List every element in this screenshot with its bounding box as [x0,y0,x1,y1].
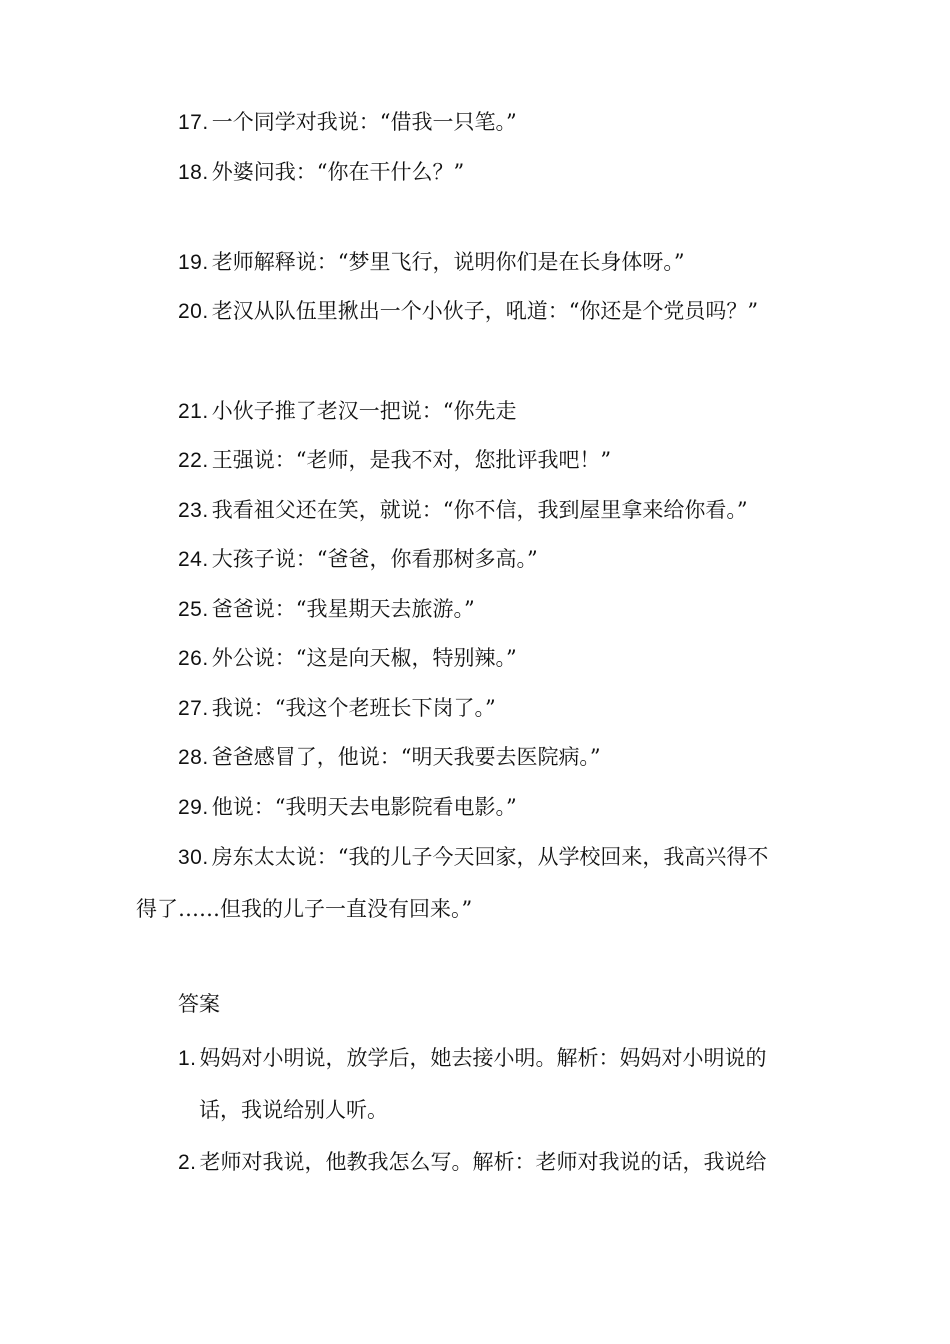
question-text: 爸爸说：“我星期天去旅游。” [211,597,475,621]
question-28 [178,743,601,772]
question-number: 20. [178,300,209,323]
question-number: 18. [178,161,209,184]
question-29 [178,793,517,822]
question-number: 28. [178,746,209,769]
answer-1-continuation: 话，我说给别人听。 [199,1098,388,1122]
question-30-continuation: 得了……但我的儿子一直没有回来。” [136,897,473,921]
question-text: 老汉从队伍里揪出一个小伙子，吼道：“你还是个党员吗？” [211,299,759,323]
answer-number: 2. [178,1151,197,1174]
question-24 [178,545,538,574]
question-number: 19. [178,251,209,274]
question-23 [178,496,748,525]
answer-number: 1. [178,1047,197,1070]
question-20 [178,297,758,326]
question-text: 老师解释说：“梦里飞行，说明你们是在长身体呀。” [211,250,685,274]
question-text: 我看祖父还在笑，就说：“你不信，我到屋里拿来给你看。” [211,498,748,522]
question-number: 24. [178,548,209,571]
question-26 [178,644,517,673]
question-number: 26. [178,647,209,670]
question-number: 29. [178,796,209,819]
question-27 [178,694,496,723]
answer-text: 老师对我说，他教我怎么写。解析：老师对我说的话，我说给 [199,1150,767,1174]
question-17 [178,108,517,137]
question-22 [178,446,611,475]
question-text: 一个同学对我说：“借我一只笔。” [211,110,517,134]
question-30 [178,843,768,872]
answer-text: 妈妈对小明说，放学后，她去接小明。解析：妈妈对小明说的 [199,1046,767,1070]
question-text: 外婆问我：“你在干什么？” [211,160,465,184]
question-number: 22. [178,449,209,472]
answer-1 [178,1044,767,1073]
question-number: 21. [178,400,209,423]
question-text: 王强说：“老师，是我不对，您批评我吧！” [211,448,612,472]
question-number: 17. [178,111,209,134]
question-number: 23. [178,499,209,522]
question-number: 27. [178,697,209,720]
question-text: 房东太太说：“我的儿子今天回家，从学校回来，我高兴得不 [211,845,769,869]
question-number: 30. [178,846,209,869]
question-text: 他说：“我明天去电影院看电影。” [211,795,517,819]
question-text: 小伙子推了老汉一把说：“你先走 [211,399,517,423]
answers-heading: 答案 [178,992,220,1016]
question-19 [178,248,685,277]
question-text: 外公说：“这是向天椒，特别辣。” [211,646,517,670]
question-18 [178,158,464,187]
question-25 [178,595,475,624]
question-21 [178,397,516,426]
question-text: 大孩子说：“爸爸，你看那树多高。” [211,547,538,571]
question-number: 25. [178,598,209,621]
question-text: 我说：“我这个老班长下岗了。” [211,696,496,720]
question-text: 爸爸感冒了，他说：“明天我要去医院病。” [211,745,601,769]
answer-2 [178,1148,767,1177]
